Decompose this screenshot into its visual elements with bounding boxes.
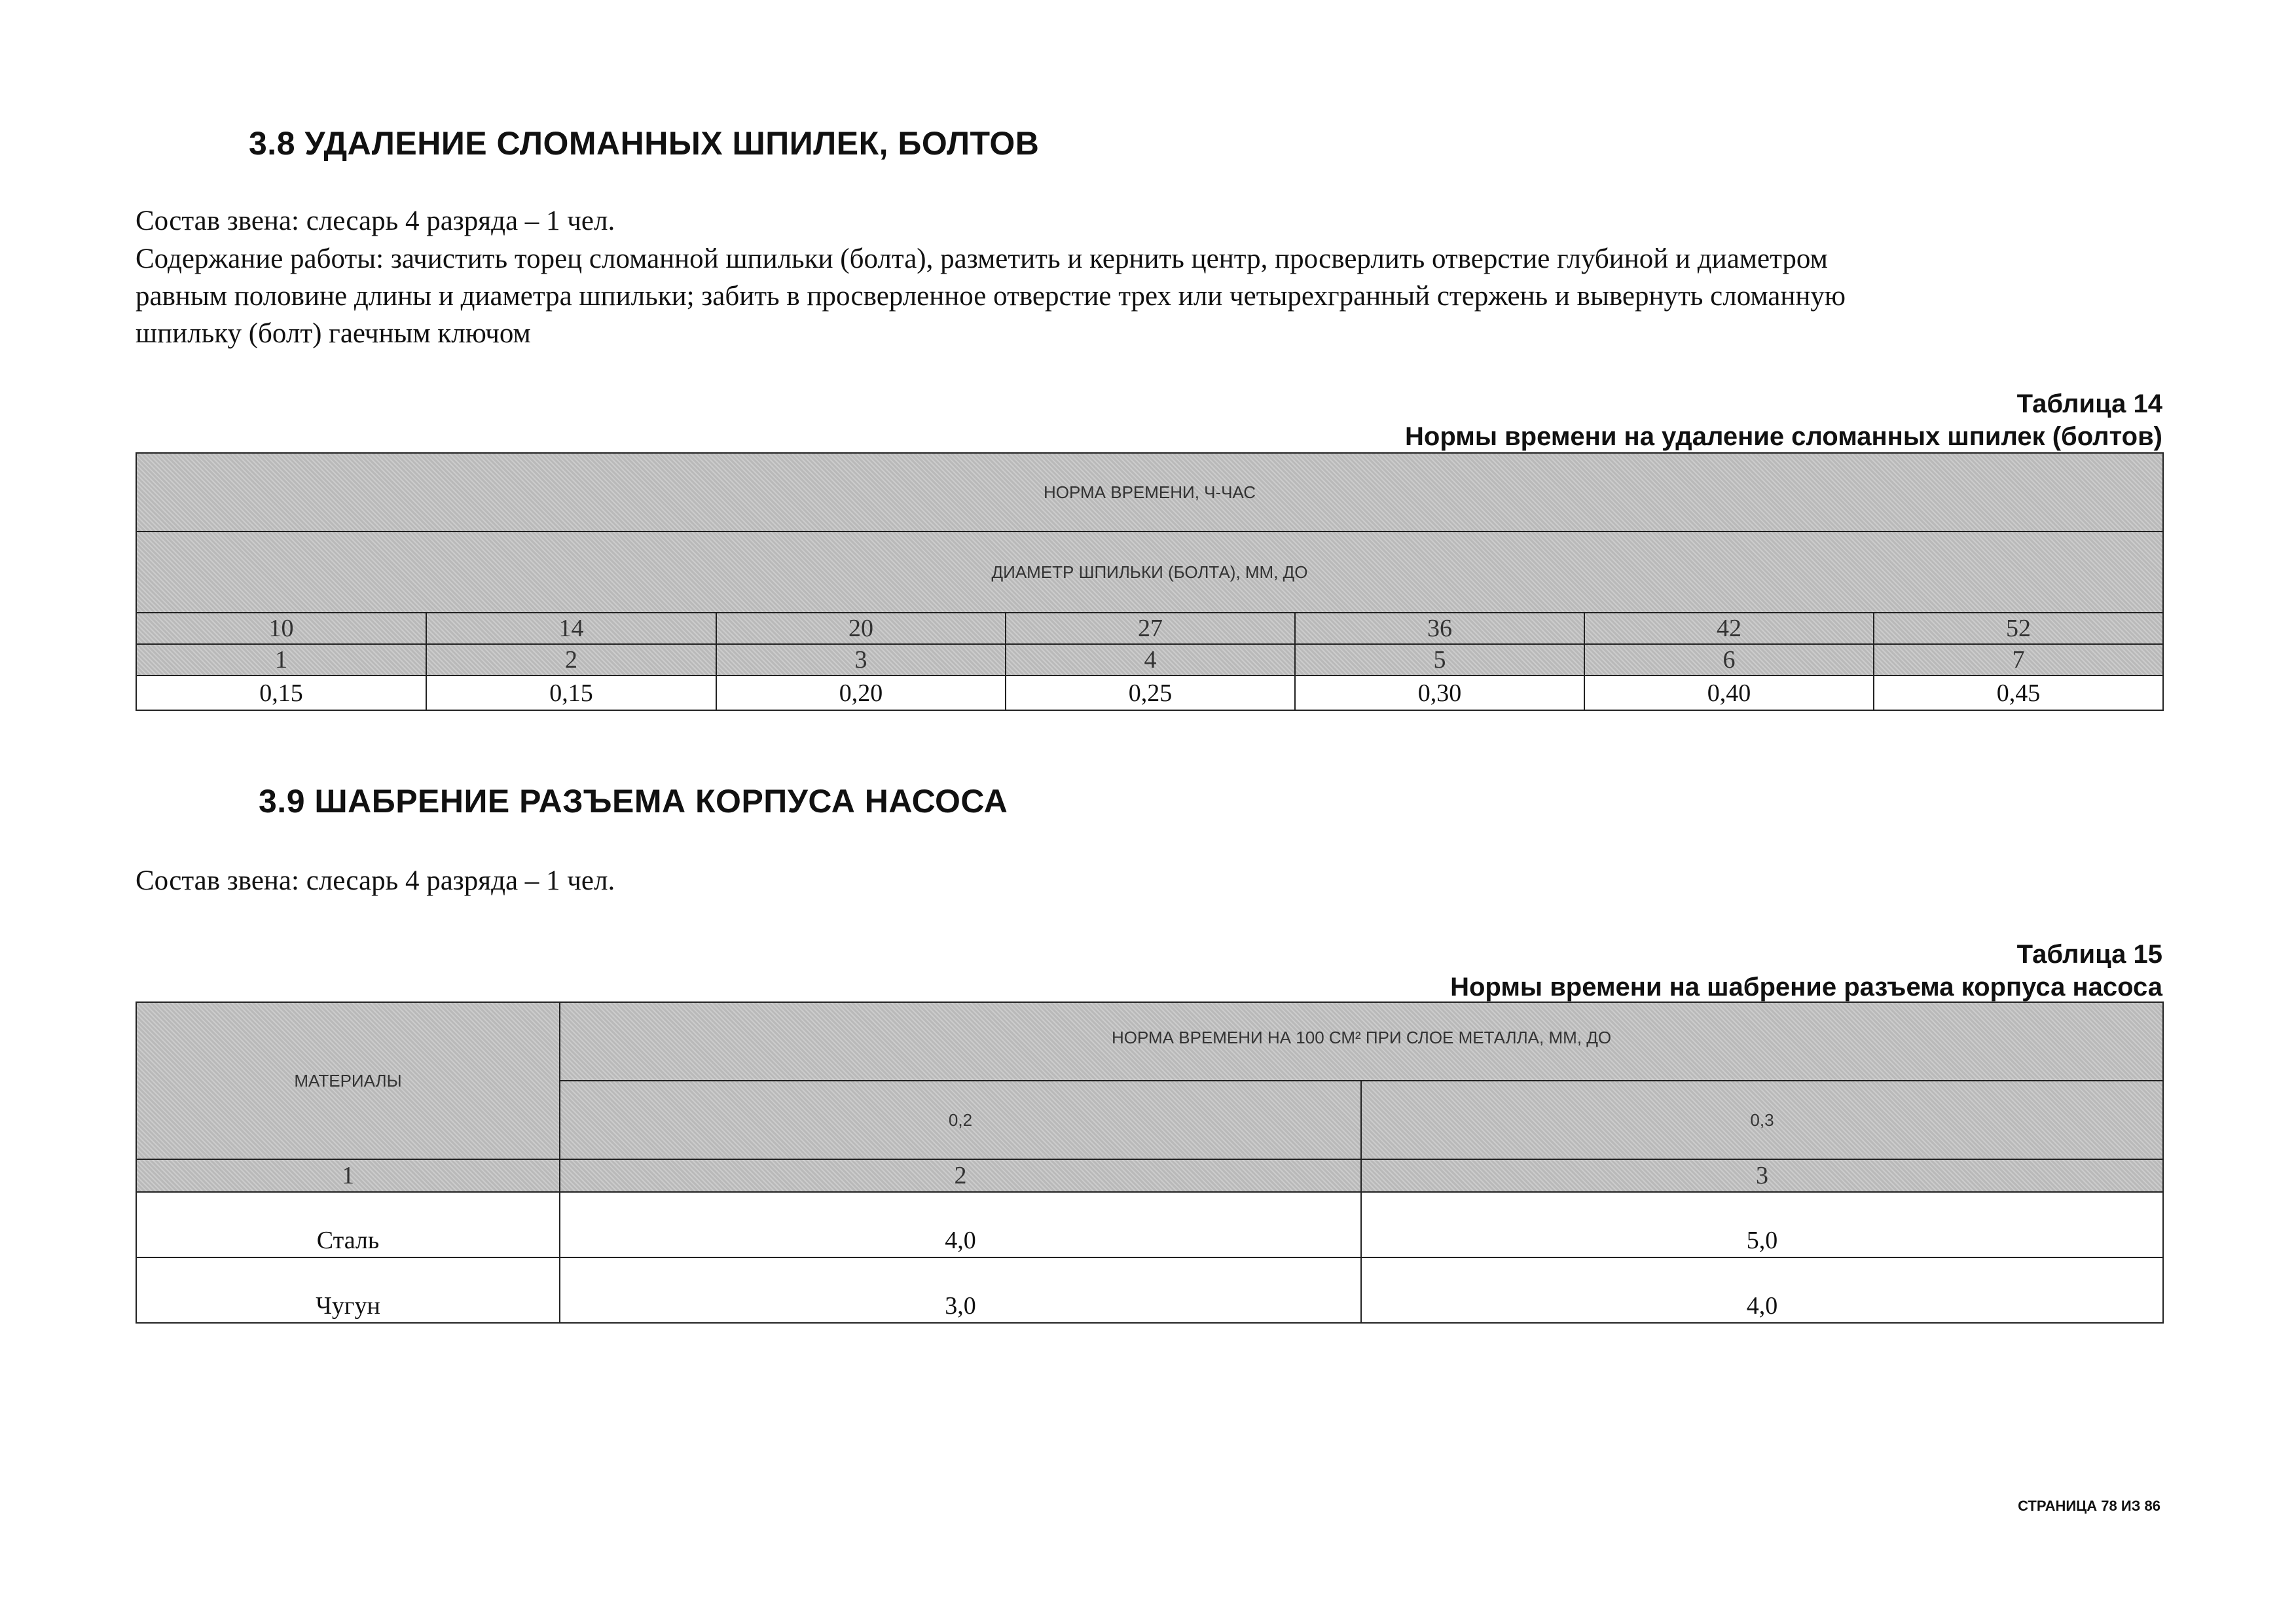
table-14-column-number: 3 (716, 644, 1006, 676)
table-14-value-cell: 0,30 (1295, 676, 1584, 710)
table-15-value-cell: 4,0 (560, 1192, 1361, 1257)
section-3-8-content-line-3: шпильку (болт) гаечным ключом (136, 318, 531, 349)
table-14-header-diameter: ДИАМЕТР ШПИЛЬКИ (БОЛТА), ММ, ДО (136, 532, 2163, 613)
table-14-header-norm: НОРМА ВРЕМЕНИ, Ч-ЧАС (136, 453, 2163, 532)
section-3-8-crew: Состав звена: слесарь 4 разряда – 1 чел. (136, 206, 615, 236)
table-15-material-cell: Сталь (136, 1192, 560, 1257)
table-15-header-norm: НОРМА ВРЕМЕНИ НА 100 СМ² ПРИ СЛОЕ МЕТАЛЛА, ММ, ДО (560, 1002, 2163, 1081)
section-3-9-title: 3.9 ШАБРЕНИЕ РАЗЪЕМА КОРПУСА НАСОСА (259, 783, 1008, 820)
table-14-diameter-cell: 20 (716, 613, 1006, 644)
section-3-8-content-line-2: равным половине длины и диаметра шпильки; забить в просверленное отверстие трех или четырехгранный стержень и вывернуть сломанную (136, 281, 1846, 312)
table-15-header-materials: МАТЕРИАЛЫ (136, 1002, 560, 1159)
table-15-label: Таблица 15 (2016, 940, 2162, 969)
table-14-value-cell: 0,40 (1584, 676, 1874, 710)
table-14-value-cell: 0,45 (1874, 676, 2163, 710)
table-15-column-number: 1 (136, 1159, 560, 1192)
table-14-value-cell: 0,15 (426, 676, 716, 710)
table-14-diameter-cell: 52 (1874, 613, 2163, 644)
table-15-column-number: 3 (1361, 1159, 2163, 1192)
table-14-column-number: 4 (1006, 644, 1295, 676)
table-14-column-number: 2 (426, 644, 716, 676)
table-15-value-cell: 4,0 (1361, 1257, 2163, 1323)
table-14-title: Нормы времени на удаление сломанных шпилек (болтов) (1405, 422, 2162, 451)
table-14-value-cell: 0,15 (136, 676, 426, 710)
table-14-value-cell: 0,20 (716, 676, 1006, 710)
table-15-value-cell: 3,0 (560, 1257, 1361, 1323)
table-14-column-number: 7 (1874, 644, 2163, 676)
table-14-diameter-cell: 42 (1584, 613, 1874, 644)
table-15-title: Нормы времени на шабрение разъема корпуса насоса (1450, 973, 2162, 1001)
table-14-caption (591, 388, 2162, 453)
table-15 (136, 1001, 2164, 1324)
table-14-column-number: 6 (1584, 644, 1874, 676)
table-15-thickness-cell: 0,3 (1361, 1081, 2163, 1159)
table-14-column-number: 5 (1295, 644, 1584, 676)
table-15-caption (591, 938, 2162, 1003)
table-15-material-cell: Чугун (136, 1257, 560, 1323)
table-14-diameter-cell: 27 (1006, 613, 1295, 644)
table-15-thickness-cell: 0,2 (560, 1081, 1361, 1159)
table-14-diameter-cell: 36 (1295, 613, 1584, 644)
section-3-8-title: 3.8 УДАЛЕНИЕ СЛОМАННЫХ ШПИЛЕК, БОЛТОВ (249, 125, 1040, 162)
table-14-label: Таблица 14 (2016, 389, 2162, 418)
table-14 (136, 452, 2164, 711)
section-3-9-crew: Состав звена: слесарь 4 разряда – 1 чел. (136, 865, 615, 896)
table-14-diameter-cell: 14 (426, 613, 716, 644)
table-14-column-number: 1 (136, 644, 426, 676)
page-number: СТРАНИЦА 78 ИЗ 86 (2018, 1498, 2160, 1514)
table-15-column-number: 2 (560, 1159, 1361, 1192)
table-14-value-cell: 0,25 (1006, 676, 1295, 710)
section-3-8-content-line-1: Содержание работы: зачистить торец сломанной шпильки (болта), разметить и кернить центр, просверлить отверстие глубиной и диаметром (136, 244, 1828, 274)
table-15-value-cell: 5,0 (1361, 1192, 2163, 1257)
table-14-diameter-cell: 10 (136, 613, 426, 644)
